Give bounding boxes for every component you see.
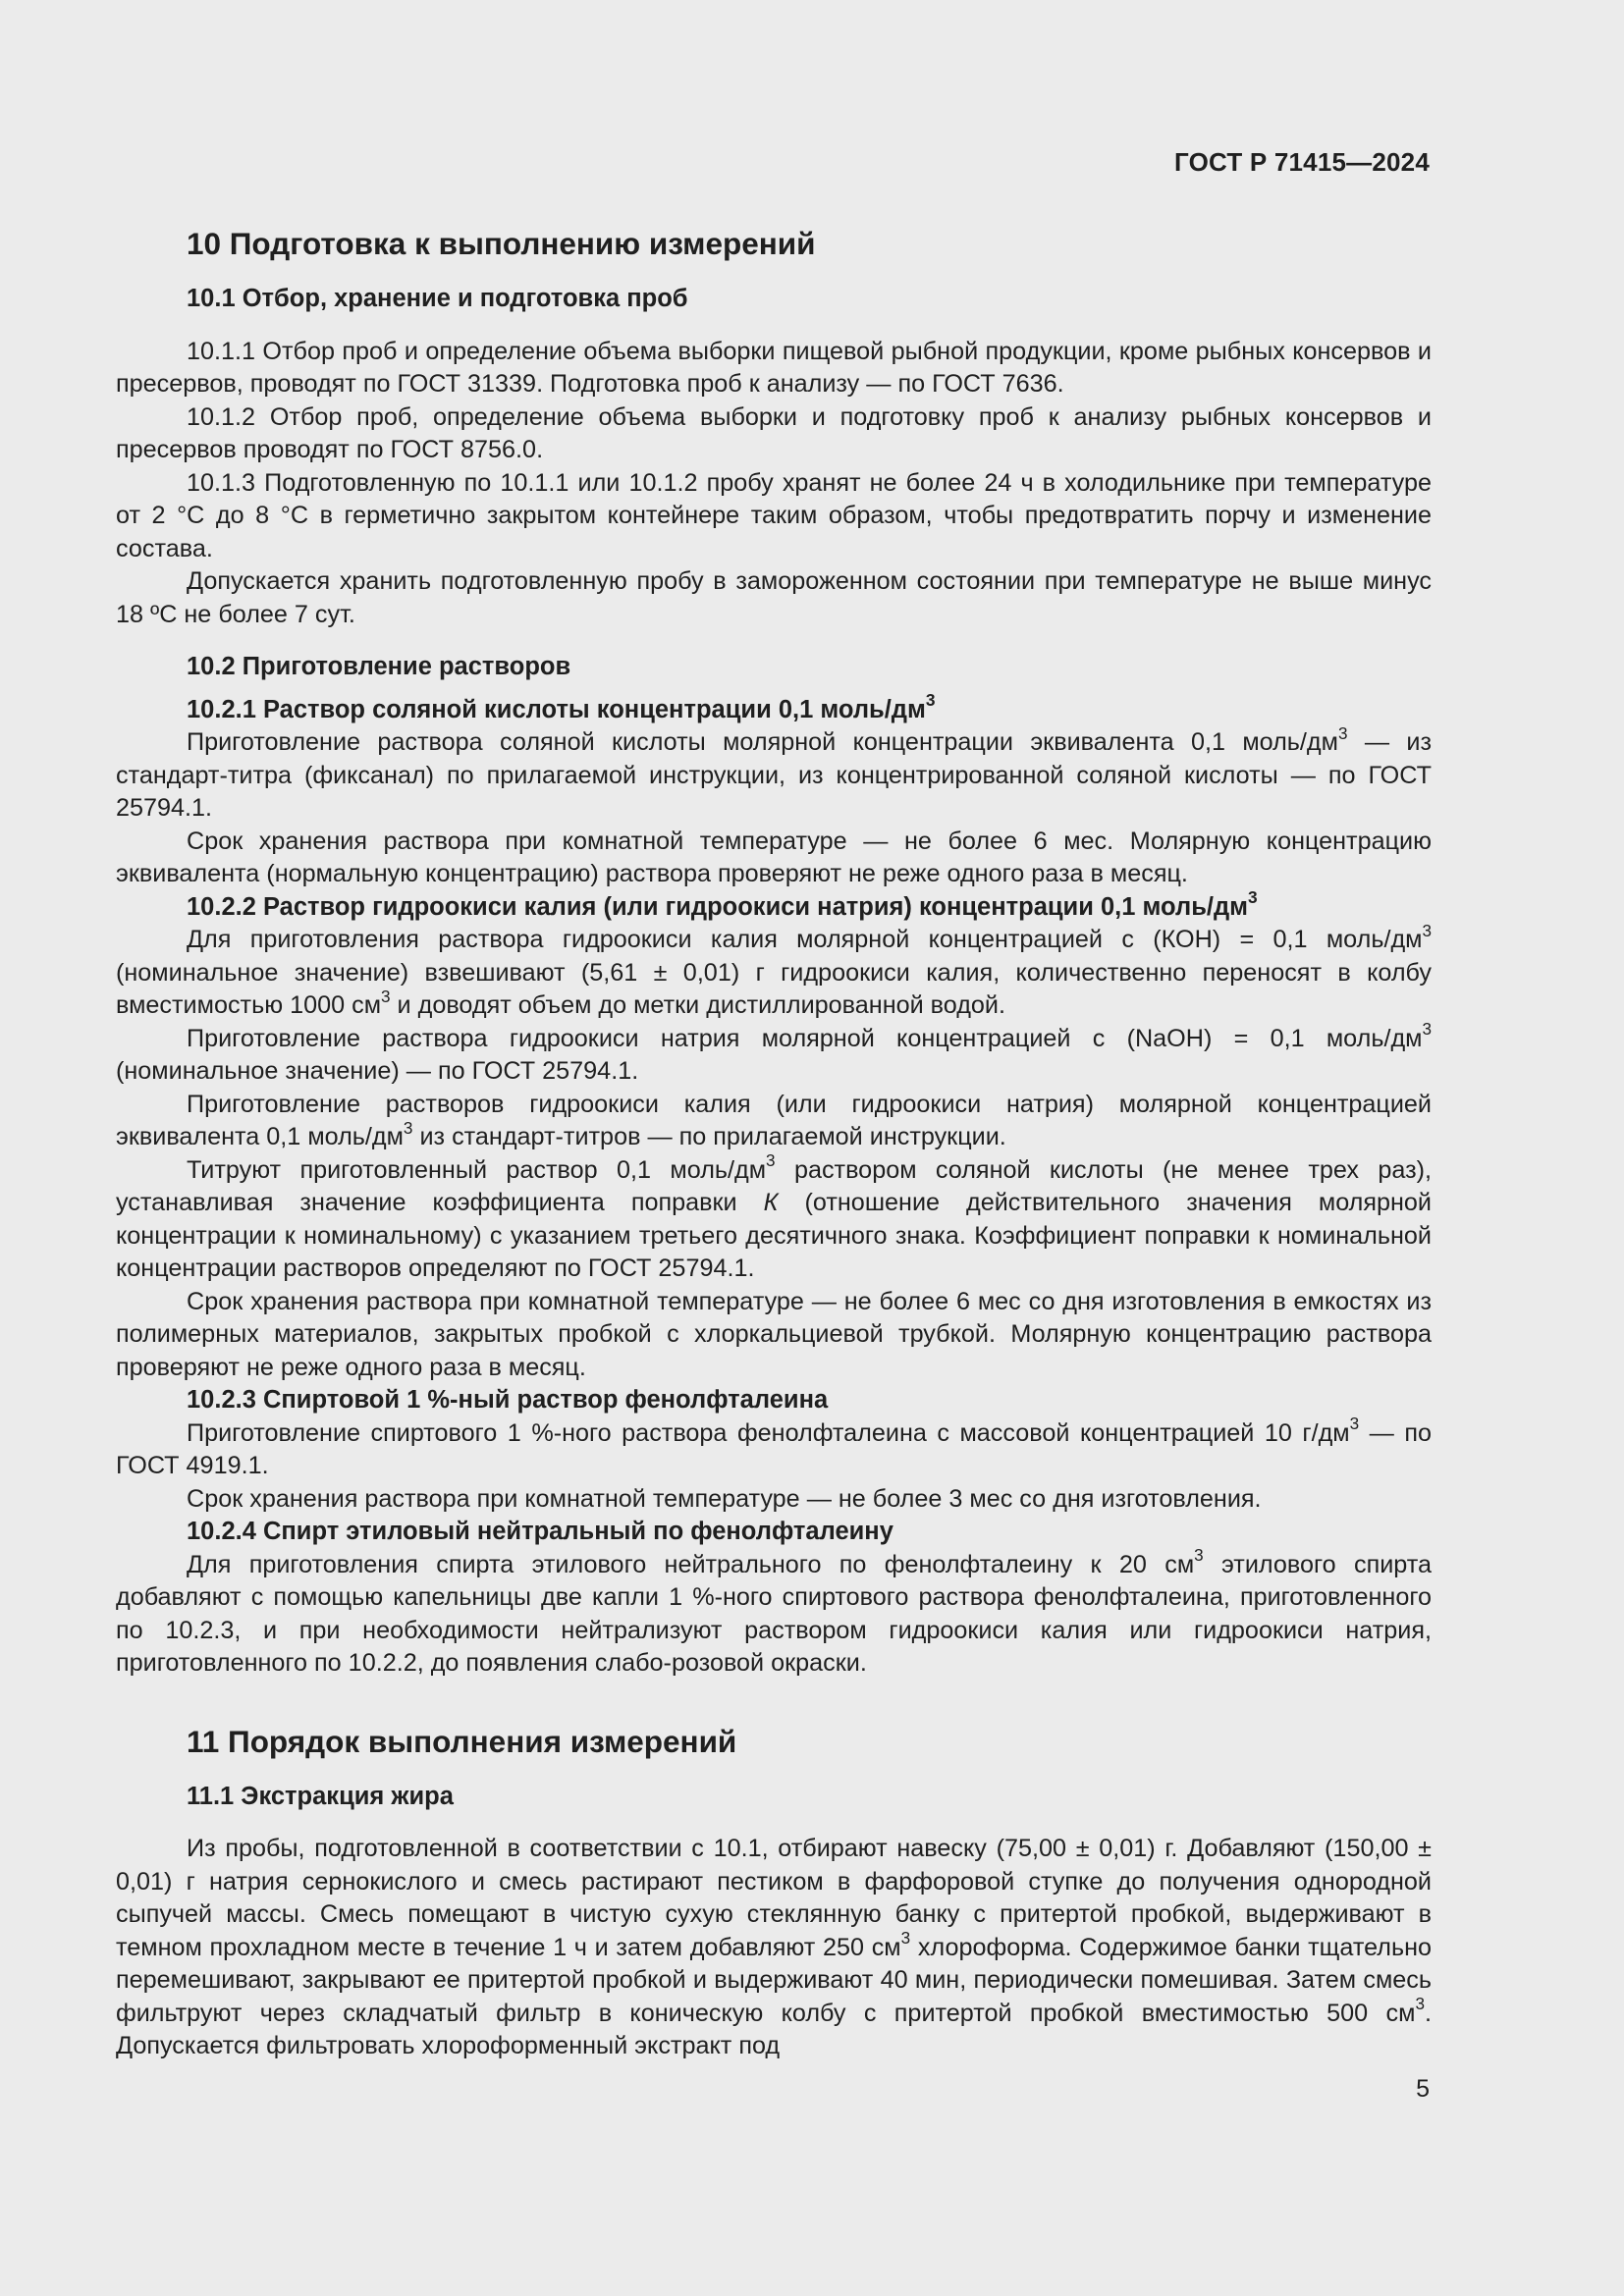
paragraph-10-2-3-preparation: Приготовление спиртового 1 %-ного раствора фенолфталеина с массовой концентрацией 10 $г/дм^3$ — по ГОСТ 4919.1. xyxy=(116,1414,1432,1479)
section-10-heading: 10 Подготовка к выполнению измерений xyxy=(187,226,816,261)
page-content xyxy=(116,224,1432,2063)
section-11-heading: 11 Порядок выполнения измерений xyxy=(187,1723,737,1759)
paragraph-10-1-3: 10.1.3 Подготовленную по 10.1.1 или 10.1.2 пробу хранят не более 24 ч в холодильнике при температуре от 2 °С до 8 °С в герметично закрытом контейнере таким образом, чтобы предотвратить порчу и изменение состава. xyxy=(116,468,1432,562)
paragraph-10-2-1-preparation: Приготовление раствора соляной кислоты молярной концентрации эквивалента 0,1 моль/$дм^3$ — из стандарт-титра (фиксанал) по прилагаемой инструкции, из концентрированной соляной кислоты — по ГОСТ 25794.1. xyxy=(116,722,1432,822)
paragraph-10-2-1-storage: Срок хранения раствора при комнатной температуре — не более 6 мес. Молярную концентрацию эквивалента (нормальную концентрацию) раствора проверяют не реже одного раза в месяц. xyxy=(116,827,1432,887)
paragraph-10-2-2-naoh: Приготовление раствора гидроокиси натрия молярной концентрацией с (NaOH) = 0,1 моль/$дм^3$ (номинальное значение) — по ГОСТ 25794.1. xyxy=(116,1019,1432,1085)
paragraph-10-1-1: 10.1.1 Отбор проб и определение объема выборки пищевой рыбной продукции, кроме рыбных консервов и пресервов, проводят по ГОСТ 31339. Подготовка проб к анализу — по ГОСТ 7636. xyxy=(116,337,1432,398)
paragraph-10-2-2-standard-titr: Приготовление растворов гидроокиси калия (или гидроокиси натрия) молярной концентрацией эквивалента 0,1 моль/$дм^3$ из стандарт-титров — по прилагаемой инструкции. xyxy=(116,1090,1432,1150)
clause-10-2-1-heading: 10.2.1 Раствор соляной кислоты концентрации 0,1 моль/$дм^3$ xyxy=(187,690,936,723)
paragraph-10-2-4: Для приготовления спирта этилового нейтрального по фенолфталеину к 20 $см^3$ этилового спирта добавляют с помощью капельницы две капли 1 %-ного спиртового раствора фенолфталеина, приготовленного по 10.2.3, и при необходимости нейтрализуют раствором гидроокиси калия или гидроокиси натрия, приготовленного по 10.2.2, до появления слабо-розовой окраски. xyxy=(116,1545,1432,1677)
paragraph-10-1-2: 10.1.2 Отбор проб, определение объема выборки и подготовку проб к анализу рыбных консервов и пресервов проводят по ГОСТ 8756.0. xyxy=(116,402,1432,463)
document-number: ГОСТ Р 71415—2024 xyxy=(1174,147,1430,177)
clause-10-2-4-heading: 10.2.4 Спирт этиловый нейтральный по фенолфталеину xyxy=(187,1518,893,1545)
clause-10-2-3-heading: 10.2.3 Спиртовой 1 %-ный раствор фенолфталеина xyxy=(187,1386,829,1414)
paragraph-10-2-2-storage: Срок хранения раствора при комнатной температуре — не более 6 мес со дня изготовления в емкостях из полимерных материалов, закрытых пробкой с хлоркальциевой трубкой. Молярную концентрацию раствора проверяют не реже одного раза в месяц. xyxy=(116,1287,1432,1381)
subsection-11-1-heading: 11.1 Экстракция жира xyxy=(187,1782,454,1810)
subsection-10-1-heading: 10.1 Отбор, хранение и подготовка проб xyxy=(187,285,688,312)
page-number: 5 xyxy=(1416,2075,1430,2103)
paragraph-10-2-3-storage: Срок хранения раствора при комнатной температуре — не более 3 мес со дня изготовления. xyxy=(187,1484,1262,1513)
paragraph-10-1-frozen: Допускается хранить подготовленную пробу в замороженном состоянии при температуре не выше минус 18 ºС не более 7 сут. xyxy=(116,567,1432,628)
subsection-10-2-heading: 10.2 Приготовление растворов xyxy=(187,653,571,680)
paragraph-11-1: Из пробы, подготовленной в соответствии с 10.1, отбирают навеску (75,00 ± 0,01) г. Добавляют (150,00 ± 0,01) г натрия сернокислого и смесь растирают пестиком в фарфоровой ступке до получения однородной сыпучей массы. Смесь помещают в чистую сухую стеклянную банку с притертой пробкой, выдерживают в темном прохладном месте в течение 1 ч и затем добавляют 250 $см^3$ хлороформа. Содержимое банки тщательно перемешивают, закрывают ее притертой пробкой и выдерживают 40 мин, периодически помешивая. Затем смесь фильтруют через складчатый фильтр в коническую колбу с притертой пробкой вместимостью 500 $см^3$. Допускается фильтровать хлороформенный экстракт под xyxy=(116,1835,1432,2059)
paragraph-10-2-2-titration: Титруют приготовленный раствор 0,1 моль/$дм^3$ раствором соляной кислоты (не менее трех раз), устанавливая значение коэффициента поправки К (отношение действительного значения молярной концентрации к номинальному) с указанием третьего десятичного знака. Коэффициент поправки к номинальной концентрации растворов определяют по ГОСТ 25794.1. xyxy=(116,1150,1433,1282)
clause-10-2-2-heading: 10.2.2 Раствор гидроокиси калия (или гидроокиси натрия) концентрации 0,1 моль/$дм^3$ xyxy=(187,887,1258,921)
paragraph-10-2-2-koh: Для приготовления раствора гидроокиси калия молярной концентрацией с (КОН) = 0,1 моль/$дм^3$ (номинальное значение) взвешивают (5,61 ± 0,01) г гидроокиси калия, количественно переносят в колбу вместимостью 1000 $см^3$ и доводят объем до метки дистиллированной водой. xyxy=(116,920,1432,1019)
